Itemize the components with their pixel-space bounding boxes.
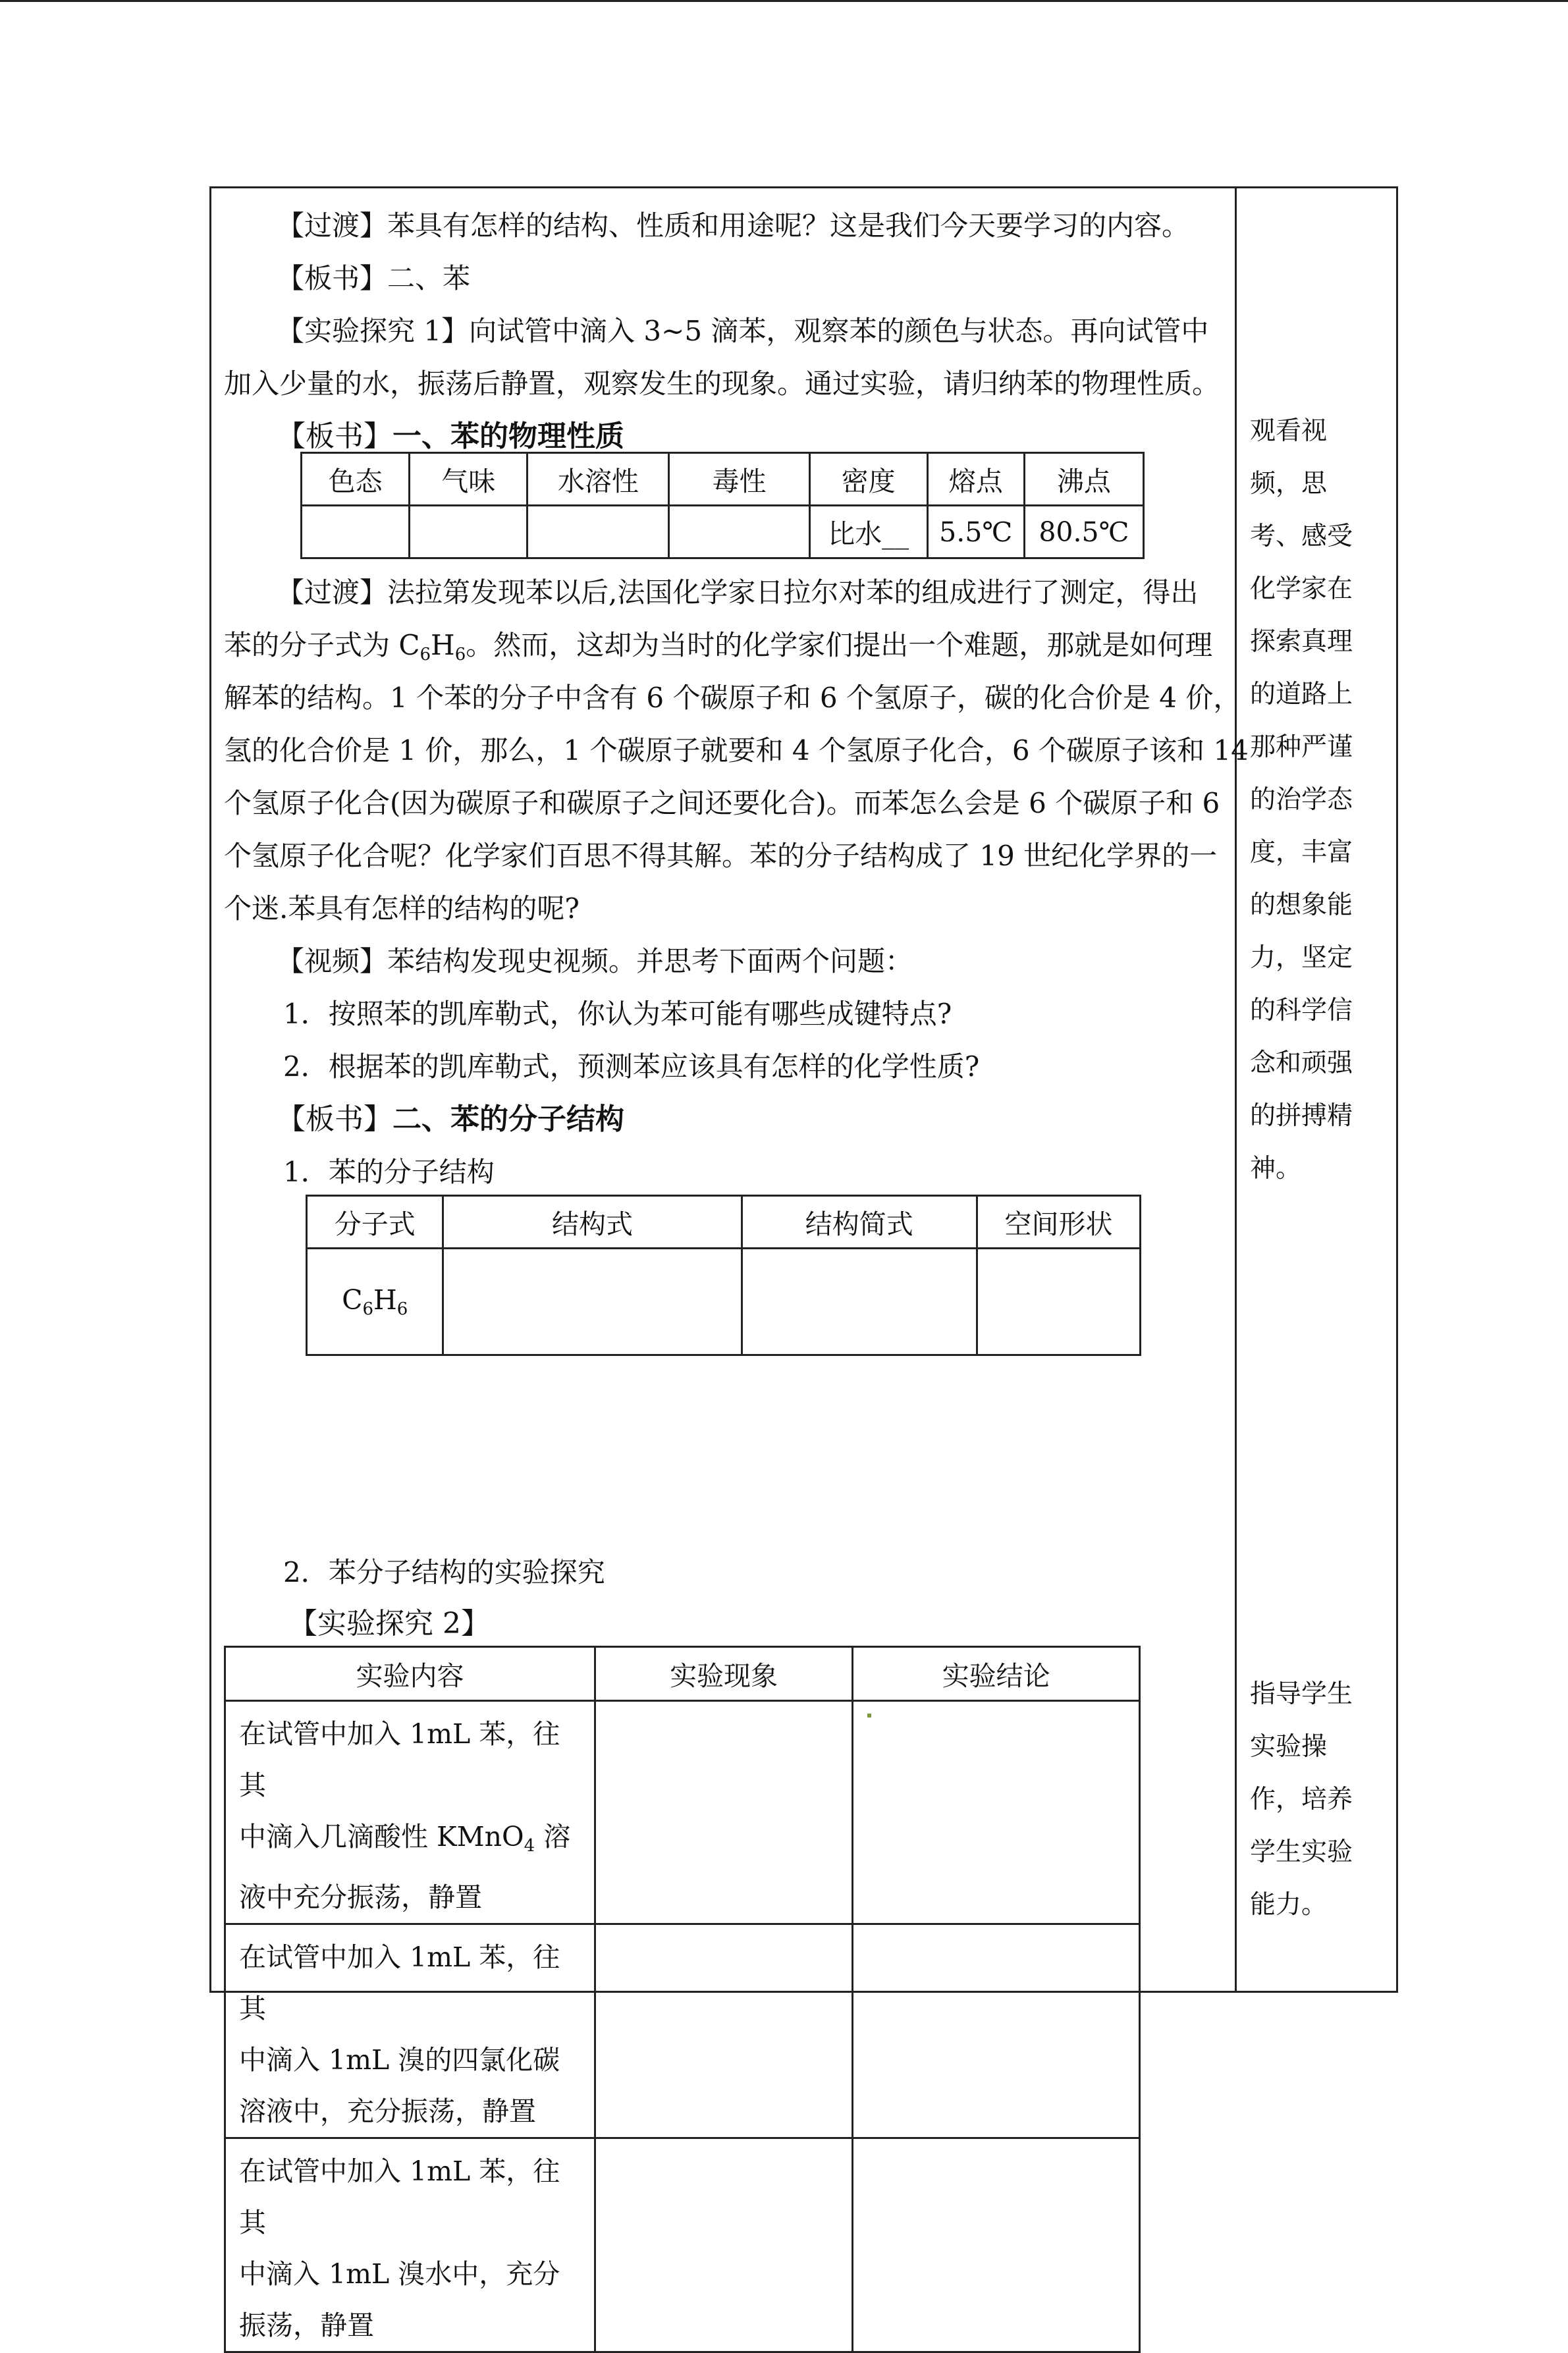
cell-structural-formula	[443, 1249, 742, 1355]
row-2-conclusion	[853, 1924, 1140, 2138]
question-2: 2．根据苯的凯库勒式，预测苯应该具有怎样的化学性质?	[283, 1050, 980, 1083]
row-1-conclusion	[853, 1701, 1140, 1924]
note-line: 念和顽强	[1250, 1048, 1353, 1078]
note-line: 那种严谨	[1250, 732, 1353, 762]
row-3-line-2: 中滴入 1mL 溴水中，充分	[239, 2258, 560, 2290]
cell-condensed-formula	[742, 1249, 977, 1355]
row-3-line-3: 振荡，静置	[239, 2310, 374, 2341]
row-3-line-1: 在试管中加入 1mL 苯，往其	[239, 2155, 560, 2238]
header-experiment-content: 实验内容	[225, 1647, 595, 1701]
formula-h: H	[373, 1284, 397, 1316]
formula-text-prefix: 苯的分子式为 C	[224, 629, 420, 661]
header-boiling-point: 沸点	[1024, 453, 1143, 506]
transition-2-line-4: 氢的化合价是 1 价，那么，1 个碳原子就要和 4 个氢原子化合，6 个碳原子该和 14	[224, 734, 1249, 767]
row-2-line-1: 在试管中加入 1mL 苯，往其	[239, 1941, 560, 2024]
note-line: 学生实验	[1250, 1837, 1353, 1867]
formula-h: H	[431, 629, 455, 661]
row-2-line-2: 中滴入 1mL 溴的四氯化碳	[239, 2044, 560, 2076]
stray-mark	[867, 1714, 871, 1717]
cell-toxicity	[669, 506, 809, 558]
top-border	[0, 0, 1568, 2]
video-paragraph: 【视频】苯结构发现史视频。并思考下面两个问题：	[277, 945, 913, 977]
board-title: 一、苯的物理性质	[392, 419, 624, 453]
note-line: 实验操	[1250, 1732, 1328, 1762]
board-molecular-structure	[277, 1093, 624, 1146]
row-3-conclusion	[853, 2138, 1140, 2352]
header-structural-formula: 结构式	[443, 1196, 742, 1249]
formula-subscript-c: 6	[362, 1299, 374, 1319]
board-title: 二、苯的分子结构	[392, 1102, 624, 1136]
question-1: 1．按照苯的凯库勒式，你认为苯可能有哪些成键特点?	[283, 998, 952, 1030]
transition-2-line-7: 个迷.苯具有怎样的结构的呢?	[224, 892, 580, 925]
row-3-content	[225, 2138, 595, 2352]
note-line: 的道路上	[1250, 680, 1353, 709]
note-line: 度，丰富	[1250, 838, 1353, 867]
transition-2-line-5: 个氢原子化合(因为碳原子和碳原子之间还要化合)。而苯怎么会是 6 个碳原子和 6	[224, 787, 1220, 819]
note-line: 的想象能	[1250, 890, 1353, 920]
formula-subscript-h: 6	[454, 645, 466, 664]
row-2-line-3: 溶液中，充分振荡，静置	[239, 2096, 536, 2127]
cell-molecular-formula	[307, 1249, 443, 1355]
student-activity-note-2	[1250, 1668, 1382, 1932]
student-activity-note-1	[1250, 405, 1382, 1195]
transition-2-line-3: 解苯的结构。1 个苯的分子中含有 6 个碳原子和 6 个氢原子，碳的化合价是 4 价，	[224, 682, 1241, 714]
note-line: 化学家在	[1250, 574, 1353, 604]
note-line: 作，培养	[1250, 1785, 1353, 1814]
cell-solubility	[527, 506, 669, 558]
formula-subscript-h: 6	[396, 1299, 408, 1319]
physical-properties-table	[300, 452, 1145, 559]
experiment-1-line-2: 加入少量的水，振荡后静置，观察发生的现象。通过实验，请归纳苯的物理性质。	[224, 367, 1220, 400]
row-1-line-1: 在试管中加入 1mL 苯，往其	[239, 1718, 560, 1801]
note-line: 探索真理	[1250, 627, 1353, 657]
row-1-line-2-suffix: 溶	[535, 1821, 571, 1853]
header-spatial-shape: 空间形状	[977, 1196, 1140, 1249]
transition-2-line-1: 【过渡】法拉第发现苯以后,法国化学家日拉尔对苯的组成进行了测定，得出	[277, 576, 1199, 609]
header-molecular-formula: 分子式	[307, 1196, 443, 1249]
note-line: 的拼搏精	[1250, 1101, 1353, 1131]
column-divider	[1235, 186, 1237, 1993]
row-1-content	[225, 1701, 595, 1924]
experiment-2-heading: 【实验探究 2】	[288, 1607, 490, 1640]
header-color-state: 色态	[302, 453, 410, 506]
note-line: 指导学生	[1250, 1679, 1353, 1709]
header-phenomenon: 实验现象	[595, 1647, 852, 1701]
header-condensed-formula: 结构简式	[742, 1196, 977, 1249]
cell-boiling-point: 80.5℃	[1024, 506, 1143, 558]
header-density: 密度	[809, 453, 927, 506]
cell-color-state	[302, 506, 410, 558]
row-1-line-2-text: 中滴入几滴酸性 KMnO	[239, 1821, 524, 1853]
row-1-line-3: 液中充分振荡，静置	[239, 1881, 482, 1913]
row-2-phenomenon	[595, 1924, 852, 2138]
subheading-experiment: 2．苯分子结构的实验探究	[283, 1556, 605, 1588]
header-odor: 气味	[410, 453, 527, 506]
row-1-line-2	[239, 1811, 586, 1872]
note-line: 考、感受	[1250, 522, 1353, 551]
note-line: 力，坚定	[1250, 943, 1353, 973]
transition-2-line-6: 个氢原子化合呢？化学家们百思不得其解。苯的分子结构成了 19 世纪化学界的一	[224, 840, 1218, 872]
experiment-1-line-1: 【实验探究 1】向试管中滴入 3~5 滴苯，观察苯的颜色与状态。再向试管中	[277, 315, 1209, 347]
header-solubility: 水溶性	[527, 453, 669, 506]
kmno4-subscript: 4	[524, 1836, 535, 1856]
molecular-structure-table	[306, 1195, 1141, 1356]
header-melting-point: 熔点	[927, 453, 1024, 506]
row-1-phenomenon	[595, 1701, 852, 1924]
board-prefix: 【板书】	[277, 419, 392, 453]
cell-spatial-shape	[977, 1249, 1140, 1355]
note-line: 的治学态	[1250, 785, 1353, 815]
note-line: 的科学信	[1250, 996, 1353, 1025]
board-heading-benzene: 【板书】二、苯	[277, 262, 471, 294]
header-toxicity: 毒性	[669, 453, 809, 506]
note-line: 能力。	[1250, 1890, 1328, 1920]
subheading-molecular-structure: 1．苯的分子结构	[283, 1156, 495, 1188]
row-2-content	[225, 1924, 595, 2138]
note-line: 观看视	[1250, 416, 1328, 446]
note-line: 神。	[1250, 1154, 1302, 1183]
row-3-phenomenon	[595, 2138, 852, 2352]
formula-text-suffix: 。然而，这却为当时的化学家们提出一个难题，那就是如何理	[466, 629, 1213, 661]
cell-density: 比水__	[809, 506, 927, 558]
header-conclusion: 实验结论	[853, 1647, 1140, 1701]
transition-paragraph: 【过渡】苯具有怎样的结构、性质和用途呢？这是我们今天要学习的内容。	[277, 209, 1190, 242]
formula-c: C	[342, 1284, 363, 1316]
cell-odor	[410, 506, 527, 558]
experiment-2-table	[224, 1646, 1141, 2353]
formula-subscript-c: 6	[419, 645, 431, 664]
note-line: 频，思	[1250, 469, 1328, 499]
cell-melting-point: 5.5℃	[927, 506, 1024, 558]
board-prefix: 【板书】	[277, 1102, 392, 1136]
